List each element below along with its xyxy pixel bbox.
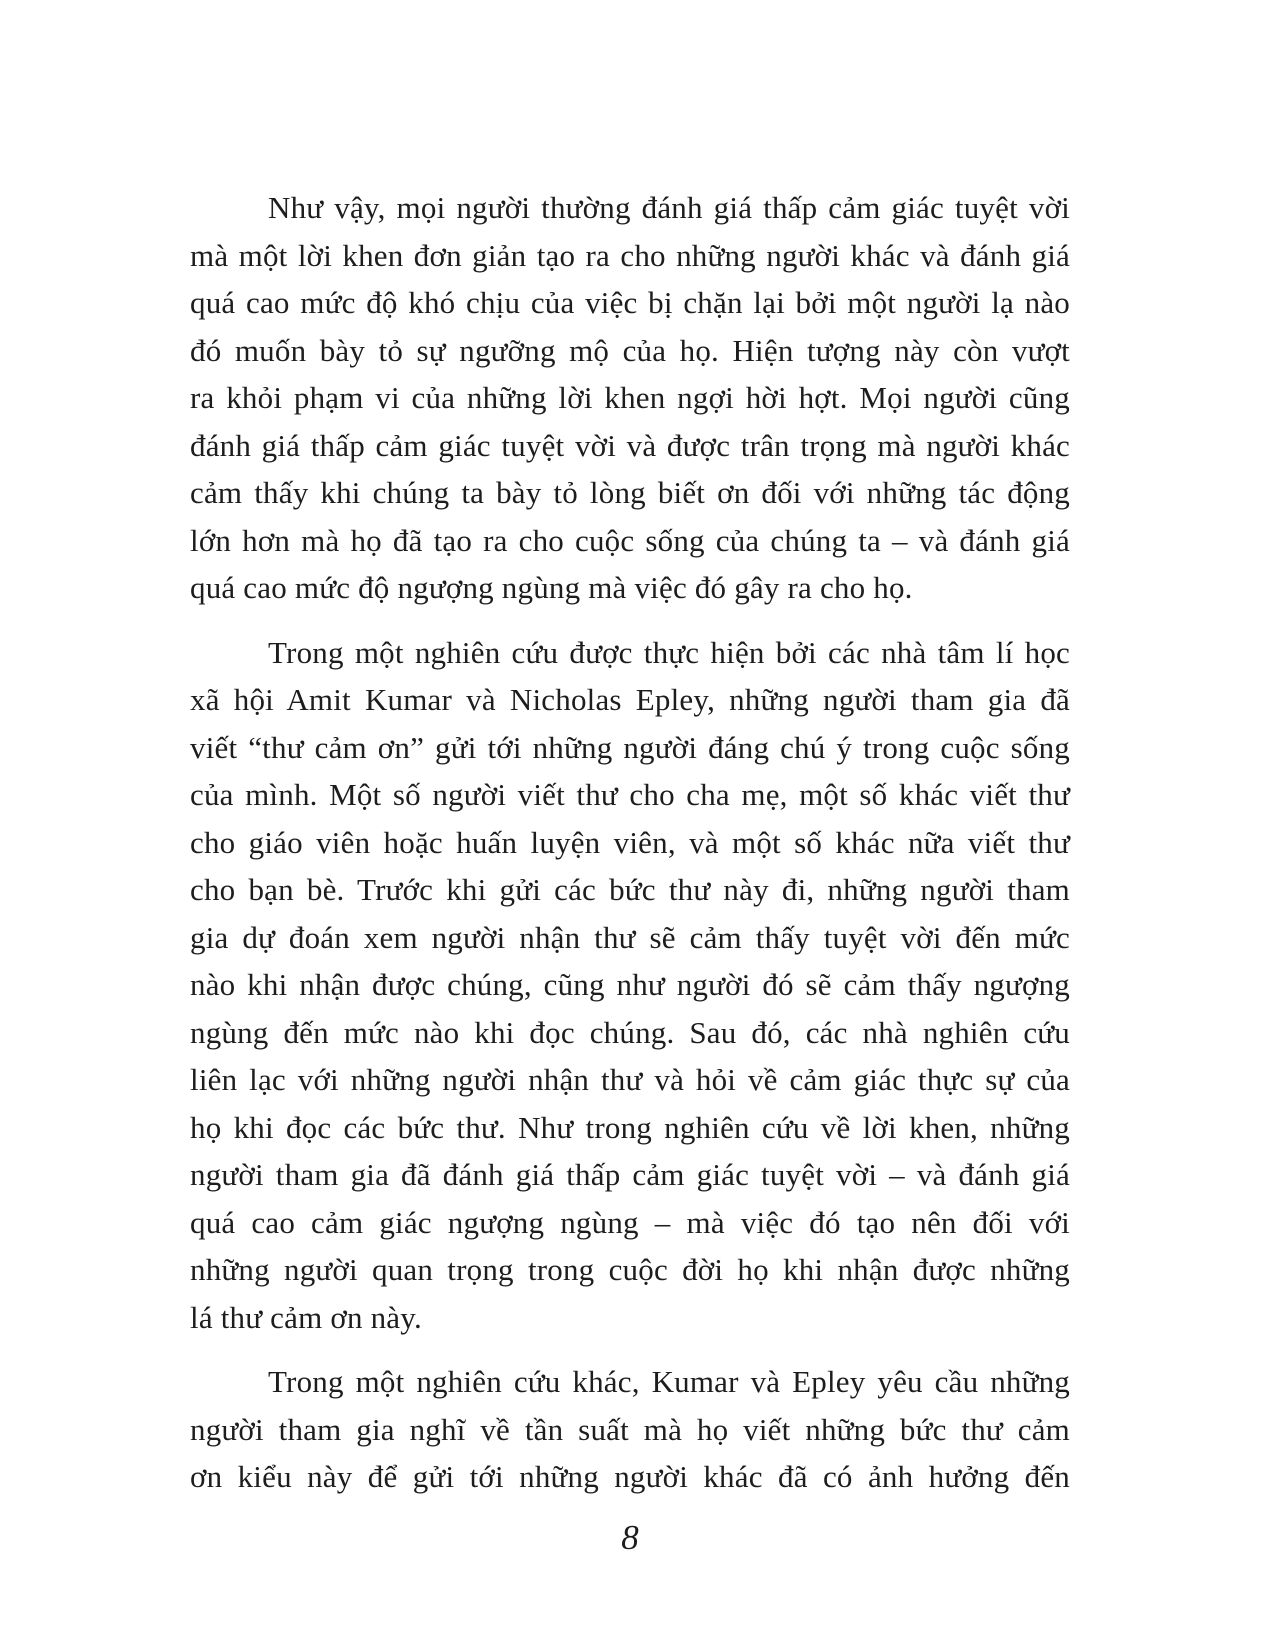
text-line: người tham gia đã đánh giá thấp cảm giác tuyệt vời – và đánh giá [190,1157,1070,1192]
text-line: người tham gia nghĩ về tần suất mà họ viết những bức thư cảm [190,1411,1070,1447]
text-line: đánh giá thấp cảm giác tuyệt vời và được trân trọng mà người khác [190,427,1070,463]
text-line: đó muốn bày tỏ sự ngưỡng mộ của họ. Hiện tượng này còn vượt [190,332,1070,368]
paragraph [190,184,1070,612]
text-line: lớn hơn mà họ đã tạo ra cho cuộc sống của chúng ta – và đánh giá [190,522,1070,558]
text-block [190,184,1070,1518]
text-line: cảm thấy khi chúng ta bày tỏ lòng biết ơn đối với những tác động [190,475,1070,510]
text-line: cho bạn bè. Trước khi gửi các bức thư này đi, những người tham [190,872,1070,907]
text-line: của mình. Một số người viết thư cho cha mẹ, một số khác viết thư [190,777,1070,812]
text-line: những người quan trọng trong cuộc đời họ khi nhận được những [190,1252,1070,1287]
text-line: họ khi đọc các bức thư. Như trong nghiên cứu về lời khen, những [190,1109,1070,1145]
text-line: viết “thư cảm ơn” gửi tới những người đáng chú ý trong cuộc sống [190,729,1070,765]
text-line: xã hội Amit Kumar và Nicholas Epley, những người tham gia đã [190,682,1070,717]
text-line: ơn kiểu này để gửi tới những người khác đã có ảnh hưởng đến [190,1459,1070,1494]
text-line: quá cao mức độ ngượng ngùng mà việc đó gây ra cho họ. [190,570,913,605]
text-line: lá thư cảm ơn này. [190,1299,422,1335]
text-line: quá cao mức độ khó chịu của việc bị chặn lại bởi một người lạ nào [190,285,1070,320]
text-line: Như vậy, mọi người thường đánh giá thấp cảm giác tuyệt vời [268,190,1070,225]
text-line: mà một lời khen đơn giản tạo ra cho những người khác và đánh giá [190,237,1070,273]
text-line: Trong một nghiên cứu khác, Kumar và Epley yêu cầu những [268,1364,1070,1399]
text-line: Trong một nghiên cứu được thực hiện bởi các nhà tâm lí học [268,634,1070,670]
text-line: liên lạc với những người nhận thư và hỏi về cảm giác thực sự của [190,1062,1070,1097]
text-line: cho giáo viên hoặc huấn luyện viên, và một số khác nữa viết thư [190,824,1070,860]
text-line: quá cao cảm giác ngượng ngùng – mà việc đó tạo nên đối với [190,1204,1070,1240]
paragraph [190,629,1070,1342]
text-line: nào khi nhận được chúng, cũng như người đó sẽ cảm thấy ngượng [190,967,1070,1002]
page-number: 8 [621,1518,639,1557]
text-line: gia dự đoán xem người nhận thư sẽ cảm thấy tuyệt vời đến mức [190,919,1070,955]
text-line: ra khỏi phạm vi của những lời khen ngợi hời hợt. Mọi người cũng [190,380,1070,415]
paragraph [190,1358,1070,1501]
text-line: ngùng đến mức nào khi đọc chúng. Sau đó, các nhà nghiên cứu [190,1014,1070,1050]
